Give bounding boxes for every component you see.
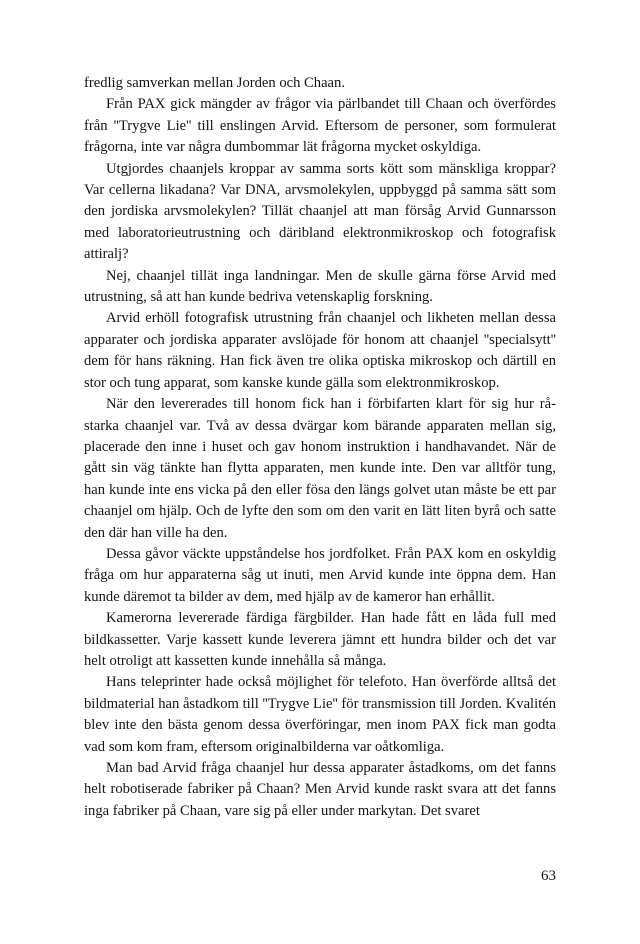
paragraph-10: Man bad Arvid fråga chaanjel hur dessa apparater åstadkoms, om det fanns helt robotiserade fabriker på Chaan? Men Arvid kunde raskt svara att det fanns inga fabriker på Chaan, vare sig på eller under markytan. Det svaret: [84, 760, 556, 819]
paragraph-5: Arvid erhöll fotografisk utrustning från chaanjel och likheten mellan dessa apparater och jordiska apparater avslöjade för honom att chaanjel ''specialsytt'' dem för hans räkning. Han fick även tre olika optiska mikroskop och därtill en stor och tung apparat, som kanske kunde gälla som elektronmikroskop.: [84, 310, 556, 391]
paragraph-9: Hans teleprinter hade också möjlighet för telefoto. Han överförde alltså det bildmaterial han åstadkom till ''Trygve Lie'' för transmission till Jorden. Kvalitén blev inte den bästa genom dessa överföringar, men inom PAX fick man godta vad som kom fram, eftersom originalbilderna var oåtkomliga.: [84, 674, 556, 755]
paragraph-6: När den levererades till honom fick han i förbifarten klart för sig hur rå-starka chaanjel var. Två av dessa dvärgar kom bärande apparaten mellan sig, placerade den inne i huset och gav honom instruktion i handhavandet. När de gått sin väg tänkte han flytta apparaten, men kunde inte. Den var alltför tung, han kunde inte ens vicka på den eller fösa den längs golvet utan måste be ett par chaanjel om hjälp. Och de lyfte den som om den varit en lätt liten byrå och satte den där han ville ha den.: [84, 396, 556, 541]
paragraph-8: Kamerorna levererade färdiga färgbilder. Han hade fått en låda full med bildkassetter. Varje kassett kunde leverera jämnt ett hundra bilder och det var helt otroligt att kassetten kunde innehålla så många.: [84, 610, 556, 669]
paragraph-2: Från PAX gick mängder av frågor via pärlbandet till Chaan och överfördes från ''Trygve Lie'' till enslingen Arvid. Eftersom de personer, som formulerat frågorna, inte var några dumbommar lät frågorna mycket oskyldiga.: [84, 96, 556, 156]
paragraph-3: Utgjordes chaanjels kroppar av samma sorts kött som mänskliga kroppar? Var cellerna likadana? Var DNA, arvsmolekylen, uppbyggd på samma sätt som den jordiska arvsmolekylen? Tillät chaanjel att man försåg Arvid Gunnarsson med laboratorieutrustning och däribland elektronmikroskop och fotografisk attiralj?: [84, 160, 556, 263]
page-number: 63: [541, 868, 556, 884]
paragraph-7: Dessa gåvor väckte uppståndelse hos jordfolket. Från PAX kom en oskyldig fråga om hur apparaterna såg ut inuti, men Arvid kunde inte öppna dem. Han kunde däremot ta bilder av dem, med hjälp av de kameror han erhållit.: [84, 545, 556, 605]
page-body: [84, 73, 556, 822]
paragraph-1: fredlig samverkan mellan Jorden och Chaan.: [84, 75, 345, 91]
paragraph-4: Nej, chaanjel tillät inga landningar. Men de skulle gärna förse Arvid med utrustning, så att han kunde bedriva vetenskaplig forskning.: [84, 267, 556, 306]
